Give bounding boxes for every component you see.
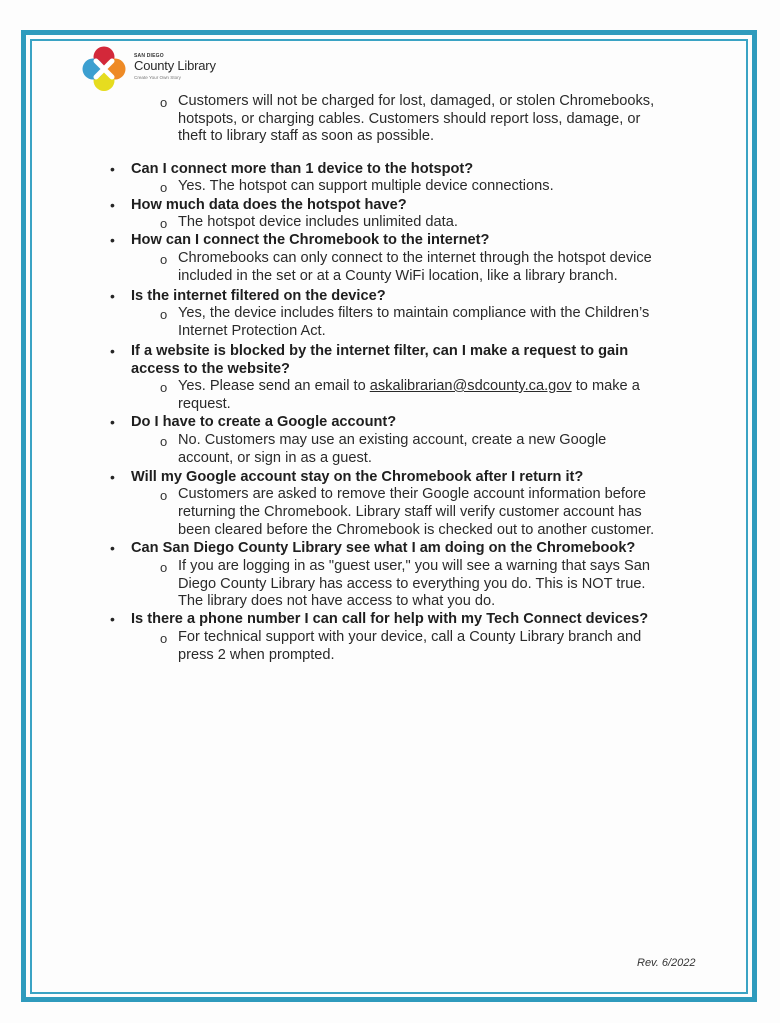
bullet: • [110, 611, 115, 627]
faq-answer: Internet Protection Act. [178, 323, 326, 339]
bullet: • [110, 161, 115, 177]
logo-name: County Library [134, 58, 216, 73]
sub-bullet: o [160, 434, 168, 449]
logo-wordmark [134, 53, 216, 82]
answer-text: Yes. Please send an email to [178, 378, 370, 394]
bullet: • [110, 343, 115, 359]
logo-small-text: SAN DIEGO [134, 53, 164, 59]
faq-question: Can I connect more than 1 device to the hotspot? [131, 161, 474, 177]
faq-question: Can San Diego County Library see what I am doing on the Chromebook? [131, 540, 636, 556]
faq-question: How much data does the hotspot have? [131, 197, 407, 213]
faq-answer: request. [178, 396, 231, 412]
sub-bullet: o [160, 631, 168, 646]
answer-line: hotspots, or charging cables. Customers should report loss, damage, or [178, 111, 641, 127]
faq-answer: Yes. The hotspot can support multiple device connections. [178, 178, 554, 194]
faq-answer: Chromebooks can only connect to the internet through the hotspot device [178, 250, 652, 266]
bullet: • [110, 540, 115, 556]
email-link[interactable]: askalibrarian@sdcounty.ca.gov [369, 378, 572, 394]
county-library-logo-icon [82, 46, 126, 92]
sub-bullet: o [160, 216, 168, 231]
faq-question: How can I connect the Chromebook to the internet? [131, 232, 490, 248]
faq-answer: The library does not have access to what you do. [178, 593, 496, 609]
sub-bullet: o [160, 560, 168, 575]
faq-answer: account, or sign in as a guest. [178, 450, 372, 466]
faq-question: access to the website? [131, 361, 290, 377]
faq-question: Is the internet filtered on the device? [131, 288, 386, 304]
answer-line: Customers will not be charged for lost, damaged, or stolen Chromebooks, [178, 93, 655, 109]
faq-answer: returning the Chromebook. Library staff will verify customer account has [178, 504, 642, 520]
faq-answer: press 2 when prompted. [178, 647, 335, 663]
faq-answer: been cleared before the Chromebook is checked out to another customer. [178, 522, 655, 538]
faq-answer: No. Customers may use an existing account, create a new Google [178, 432, 607, 448]
bullet: • [110, 232, 115, 248]
answer-line: theft to library staff as soon as possible. [178, 128, 435, 144]
faq-question: Do I have to create a Google account? [131, 414, 397, 430]
faq-answer: The hotspot device includes unlimited data. [178, 214, 458, 230]
sub-bullet: o [160, 180, 168, 195]
bullet: • [110, 414, 115, 430]
bullet: • [110, 469, 115, 485]
sub-bullet: o [160, 95, 168, 110]
bullet: • [110, 288, 115, 304]
sub-bullet: o [160, 252, 168, 267]
faq-answer: Yes, the device includes filters to maintain compliance with the Children’s [178, 305, 650, 321]
faq-answer: Customers are asked to remove their Google account information before [178, 486, 647, 502]
sub-bullet: o [160, 488, 168, 503]
faq-question: Will my Google account stay on the Chromebook after I return it? [131, 469, 584, 485]
faq-answer [178, 378, 640, 396]
faq-answer: Diego County Library has access to everything you do. This is NOT true. [178, 576, 646, 592]
logo-tagline: Create Your Own Story [134, 75, 181, 80]
answer-text: to make a [571, 378, 640, 394]
sub-bullet: o [160, 380, 168, 395]
faq-question: If a website is blocked by the internet filter, can I make a request to gain [131, 343, 629, 359]
bullet: • [110, 197, 115, 213]
faq-answer: If you are logging in as "guest user," you will see a warning that says San [178, 558, 650, 574]
revision-date: Rev. 6/2022 [637, 957, 696, 969]
sub-bullet: o [160, 307, 168, 322]
faq-question: Is there a phone number I can call for help with my Tech Connect devices? [131, 611, 649, 627]
faq-answer: For technical support with your device, call a County Library branch and [178, 629, 642, 645]
faq-answer: included in the set or at a County WiFi location, like a library branch. [178, 268, 618, 284]
